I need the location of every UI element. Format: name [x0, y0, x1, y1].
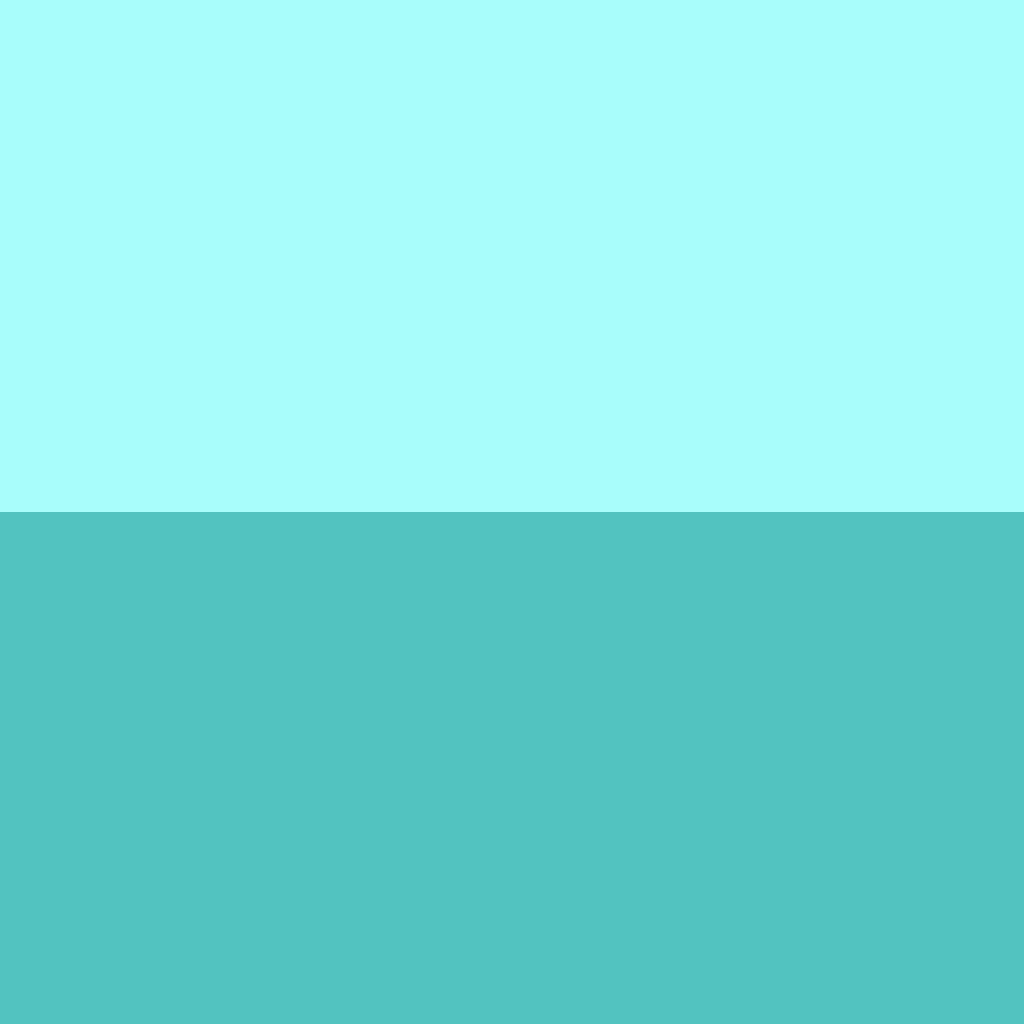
section-chicken-sweet-potato — [0, 512, 1024, 1024]
